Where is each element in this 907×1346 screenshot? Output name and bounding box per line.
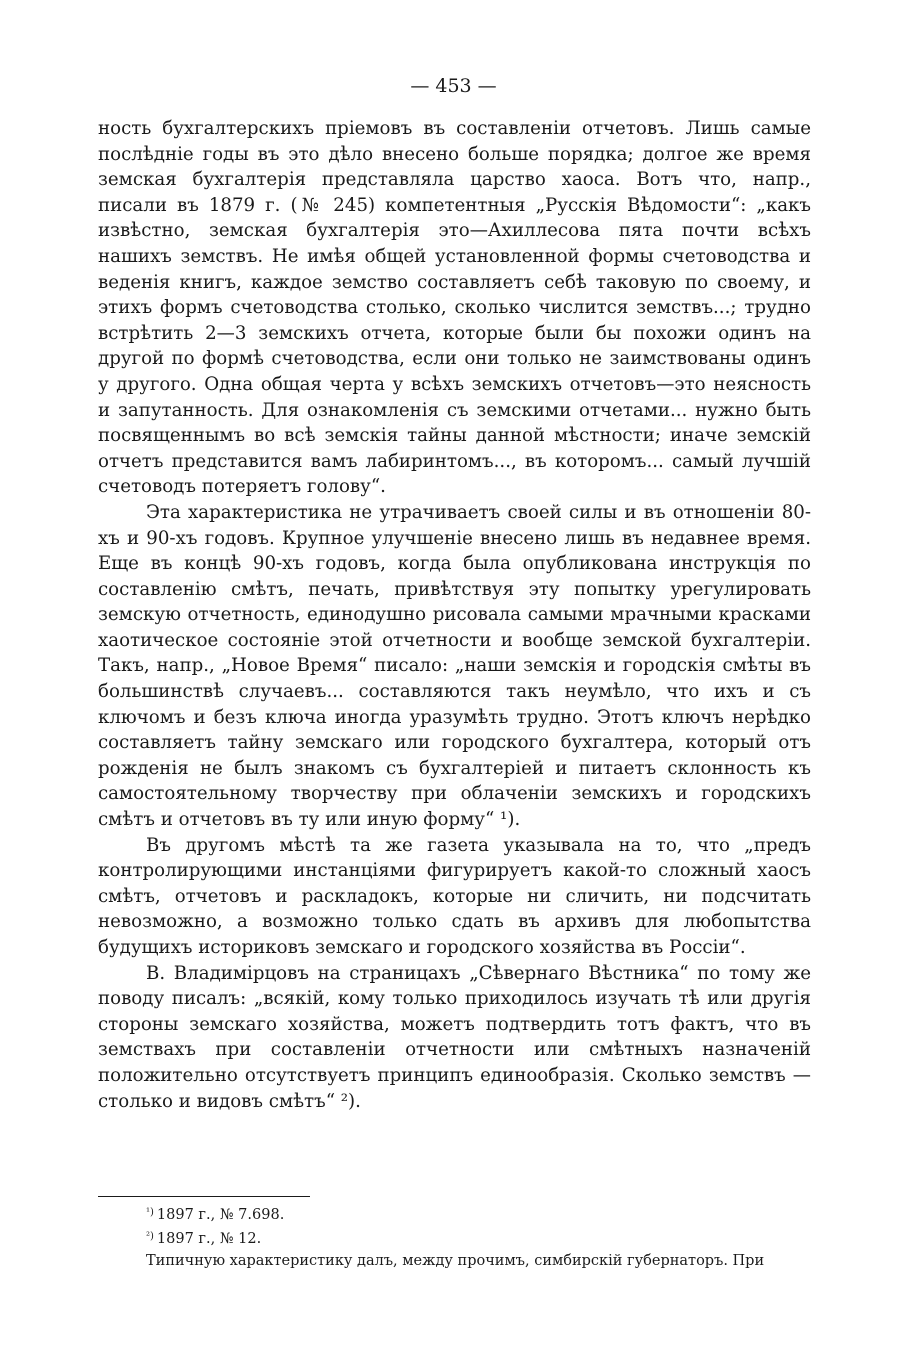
footnote-1 [98,1202,811,1226]
footnote-2-text: 1897 г., № 12. [156,1231,262,1247]
page-number: — 453 — [410,75,497,97]
footnote-1-mark: ¹) [146,1207,154,1218]
main-text [98,116,811,1114]
paragraph-4: В. Владимірцовъ на страницахъ „Сѣвернаго Вѣстника“ по тому же поводу писалъ: „всякій, кому только приходилось изучать тѣ или другія стороны земскаго хозяйства, можетъ подтвердить тотъ фактъ, что въ земствахъ при составленіи отчетности или смѣтныхъ назначеній положительно отсутствуетъ принципъ единообразія. Сколько земствъ — столько и видовъ смѣтъ“ ²). [98,962,811,1112]
footnote-2 [98,1226,811,1250]
paragraph-2: Эта характеристика не утрачиваетъ своей силы и въ отношеніи 80-хъ и 90-хъ годовъ. Крупное улучшеніе внесено лишь въ недавнее время. Еще въ концѣ 90-хъ годовъ, когда была опубликована инструкція по составленію смѣтъ, печать, привѣтствуя эту попытку урегулировать земскую отчетность, единодушно рисовала самыми мрачными красками хаотическое состояніе этой отчетности и вообще земской бухгалтеріи. Такъ, напр., „Новое Время“ писало: „наши земскія и городскія смѣты въ большинствѣ случаевъ... составляются такъ неумѣло, что ихъ и съ ключомъ и безъ ключа иногда уразумѣть трудно. Этотъ ключъ нерѣдко составляетъ тайну земскаго или городского бухгалтера, который отъ рожденія не былъ знакомъ съ бухгалтеріей и питаетъ склонность къ самостоятельному творчеству при облаченіи земскихъ и городскихъ смѣтъ и отчетовъ въ ту или иную форму“ ¹). [98,501,811,831]
paragraph-3: Въ другомъ мѣстѣ та же газета указывала на то, что „предъ контролирующими инстанціями фигурируетъ какой-то сложный хаосъ смѣтъ, отчетовъ и раскладокъ, которые ни сличить, ни подсчитать невозможно, а возможно только сдать въ архивъ для любопытства будущихъ историковъ земскаго и городского хозяйства въ Россіи“. [98,834,811,958]
footnote-divider [98,1196,310,1197]
footnote-continuation: Типичную характеристику далъ, между прочимъ, симбирскій губернаторъ. При [146,1253,765,1269]
footnotes [98,1202,811,1272]
footnote-2-mark: ²) [146,1231,154,1242]
footnote-1-text: 1897 г., № 7.698. [156,1207,285,1223]
paragraph-1: ность бухгалтерскихъ пріемовъ въ составленіи отчетовъ. Лишь самые послѣдніе годы въ это дѣло внесено больше порядка; долгое же время земская бухгалтерія представляла царство хаоса. Вотъ что, напр., писали въ 1879 г. (№ 245) компетентныя „Русскія Вѣдомости“: „какъ извѣстно, земская бухгалтерія это—Ахиллесова пята почти всѣхъ нашихъ земствъ. Не имѣя общей установленной формы счетоводства и веденія книгъ, каждое земство составляетъ себѣ таковую по своему, и этихъ формъ счетоводства столько, сколько числится земствъ...; трудно встрѣтить 2—3 земскихъ отчета, которые были бы похожи одинъ на другой по формѣ счетоводства, если они только не заимствованы одинъ у другого. Одна общая черта у всѣхъ земскихъ отчетовъ—это неясность и запутанность. Для ознакомленія съ земскими отчетами... нужно быть посвященнымъ во всѣ земскія тайны данной мѣстности; иначе земскій отчетъ представится вамъ лабиринтомъ..., въ которомъ... самый лучшій счетоводъ потеряетъ голову“. [98,118,811,498]
